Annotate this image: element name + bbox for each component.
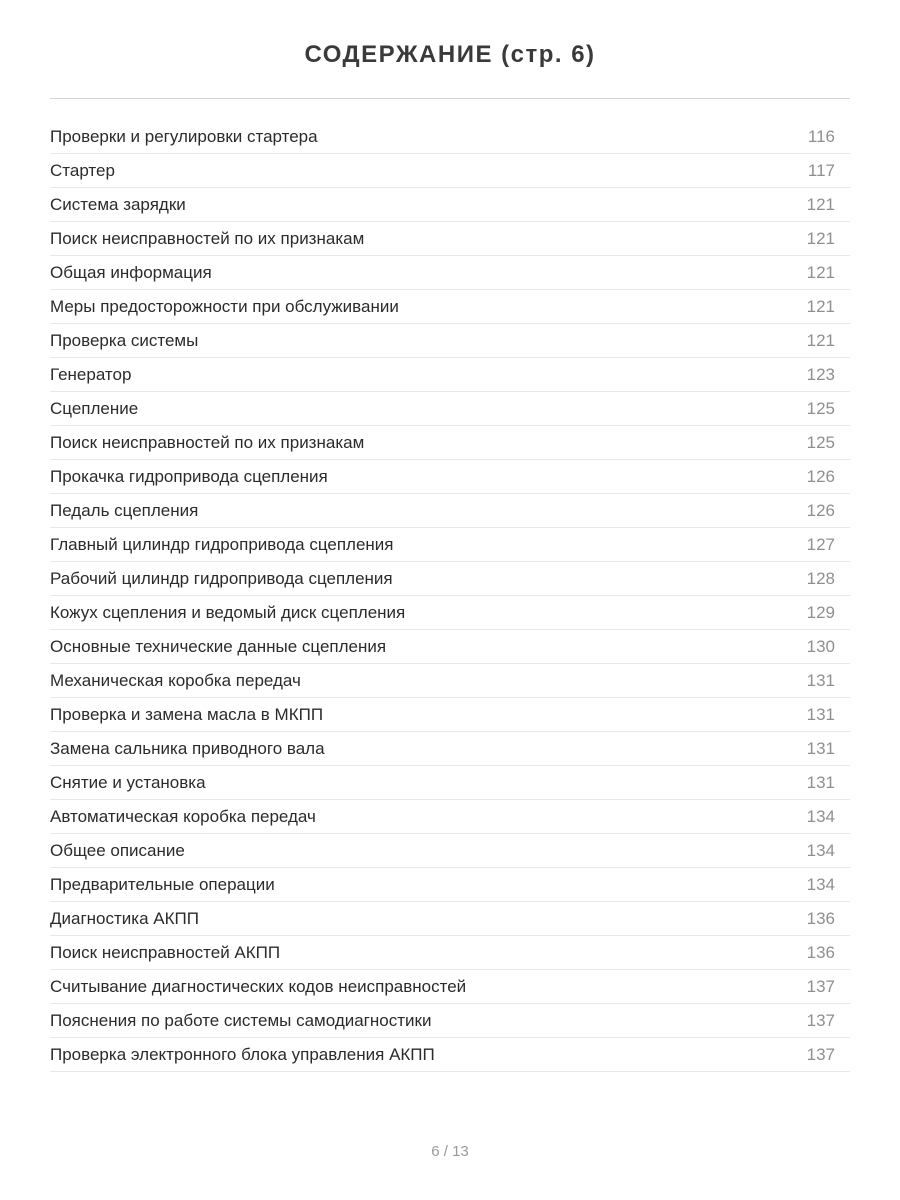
toc-entry-page-number: 137 [806, 976, 835, 996]
toc-entry-title: Основные технические данные сцепления [50, 636, 387, 656]
toc-entry-row[interactable] [50, 732, 850, 766]
toc-entry-title: Поиск неисправностей по их признакам [50, 432, 365, 452]
toc-entry-row[interactable] [50, 902, 850, 936]
toc-entry-row[interactable] [50, 664, 850, 698]
toc-entry-page-number: 131 [806, 738, 835, 758]
toc-entry-page-number: 117 [807, 160, 835, 180]
toc-entry-page-number: 126 [806, 466, 835, 486]
toc-entry-row[interactable] [50, 358, 850, 392]
toc-entry-title: Проверки и регулировки стартера [50, 126, 318, 146]
toc-entry-row[interactable] [50, 1038, 850, 1072]
toc-entry-page-number: 121 [806, 262, 835, 282]
toc-entry-title: Пояснения по работе системы самодиагностики [50, 1010, 432, 1030]
toc-entry-row[interactable] [50, 494, 850, 528]
toc-entry-title: Педаль сцепления [50, 500, 199, 520]
toc-entry-title: Стартер [50, 160, 115, 180]
toc-entry-row[interactable] [50, 392, 850, 426]
toc-entry-title: Проверка электронного блока управления АКПП [50, 1044, 435, 1064]
toc-list [50, 120, 850, 1072]
page-indicator: 6 / 13 [431, 1143, 469, 1160]
toc-entry-title: Рабочий цилиндр гидропривода сцепления [50, 568, 393, 588]
toc-entry-page-number: 121 [806, 228, 835, 248]
toc-entry-row[interactable] [50, 766, 850, 800]
toc-entry-row[interactable] [50, 188, 850, 222]
toc-entry-page-number: 131 [806, 670, 835, 690]
toc-entry-row[interactable] [50, 800, 850, 834]
toc-entry-row[interactable] [50, 868, 850, 902]
toc-entry-page-number: 130 [806, 636, 835, 656]
toc-entry-row[interactable] [50, 460, 850, 494]
toc-entry-title: Система зарядки [50, 194, 186, 214]
toc-entry-page-number: 134 [806, 806, 835, 826]
header-divider [50, 98, 850, 99]
toc-entry-page-number: 136 [806, 942, 835, 962]
toc-entry-title: Меры предосторожности при обслуживании [50, 296, 399, 316]
toc-entry-page-number: 121 [806, 194, 835, 214]
toc-entry-page-number: 134 [806, 840, 835, 860]
toc-entry-title: Механическая коробка передач [50, 670, 301, 690]
toc-entry-row[interactable] [50, 256, 850, 290]
toc-entry-row[interactable] [50, 154, 850, 188]
toc-entry-page-number: 127 [806, 534, 835, 554]
toc-entry-title: Главный цилиндр гидропривода сцепления [50, 534, 394, 554]
toc-entry-page-number: 121 [806, 296, 835, 316]
toc-entry-row[interactable] [50, 1004, 850, 1038]
toc-entry-row[interactable] [50, 834, 850, 868]
toc-entry-row[interactable] [50, 970, 850, 1004]
toc-entry-row[interactable] [50, 698, 850, 732]
toc-entry-page-number: 129 [806, 602, 835, 622]
toc-entry-title: Диагностика АКПП [50, 908, 199, 928]
toc-entry-title: Считывание диагностических кодов неисправностей [50, 976, 467, 996]
toc-entry-page-number: 125 [806, 398, 835, 418]
toc-entry-page-number: 136 [806, 908, 835, 928]
toc-entry-page-number: 116 [807, 126, 835, 146]
toc-entry-title: Поиск неисправностей по их признакам [50, 228, 365, 248]
toc-entry-page-number: 123 [806, 364, 835, 384]
toc-entry-page-number: 131 [806, 704, 835, 724]
toc-entry-row[interactable] [50, 290, 850, 324]
toc-entry-title: Проверка системы [50, 330, 199, 350]
toc-entry-row[interactable] [50, 222, 850, 256]
toc-entry-page-number: 126 [806, 500, 835, 520]
toc-entry-title: Генератор [50, 364, 132, 384]
toc-entry-page-number: 131 [806, 772, 835, 792]
toc-entry-title: Проверка и замена масла в МКПП [50, 704, 324, 724]
toc-entry-row[interactable] [50, 426, 850, 460]
toc-entry-page-number: 121 [806, 330, 835, 350]
toc-entry-page-number: 134 [806, 874, 835, 894]
toc-entry-title: Снятие и установка [50, 772, 206, 792]
toc-entry-title: Общее описание [50, 840, 185, 860]
toc-entry-title: Поиск неисправностей АКПП [50, 942, 281, 962]
toc-entry-row[interactable] [50, 120, 850, 154]
toc-entry-title: Автоматическая коробка передач [50, 806, 316, 826]
toc-entry-page-number: 128 [806, 568, 835, 588]
toc-entry-title: Замена сальника приводного вала [50, 738, 325, 758]
toc-entry-title: Общая информация [50, 262, 212, 282]
page-title: СОДЕРЖАНИЕ (стр. 6) [304, 41, 596, 68]
toc-entry-title: Кожух сцепления и ведомый диск сцепления [50, 602, 406, 622]
toc-entry-page-number: 137 [806, 1044, 835, 1064]
toc-entry-page-number: 137 [806, 1010, 835, 1030]
toc-entry-row[interactable] [50, 562, 850, 596]
toc-entry-title: Прокачка гидропривода сцепления [50, 466, 328, 486]
toc-entry-row[interactable] [50, 324, 850, 358]
toc-entry-row[interactable] [50, 630, 850, 664]
toc-entry-page-number: 125 [806, 432, 835, 452]
toc-entry-title: Сцепление [50, 398, 139, 418]
toc-entry-row[interactable] [50, 596, 850, 630]
toc-entry-row[interactable] [50, 936, 850, 970]
toc-entry-title: Предварительные операции [50, 874, 275, 894]
toc-entry-row[interactable] [50, 528, 850, 562]
